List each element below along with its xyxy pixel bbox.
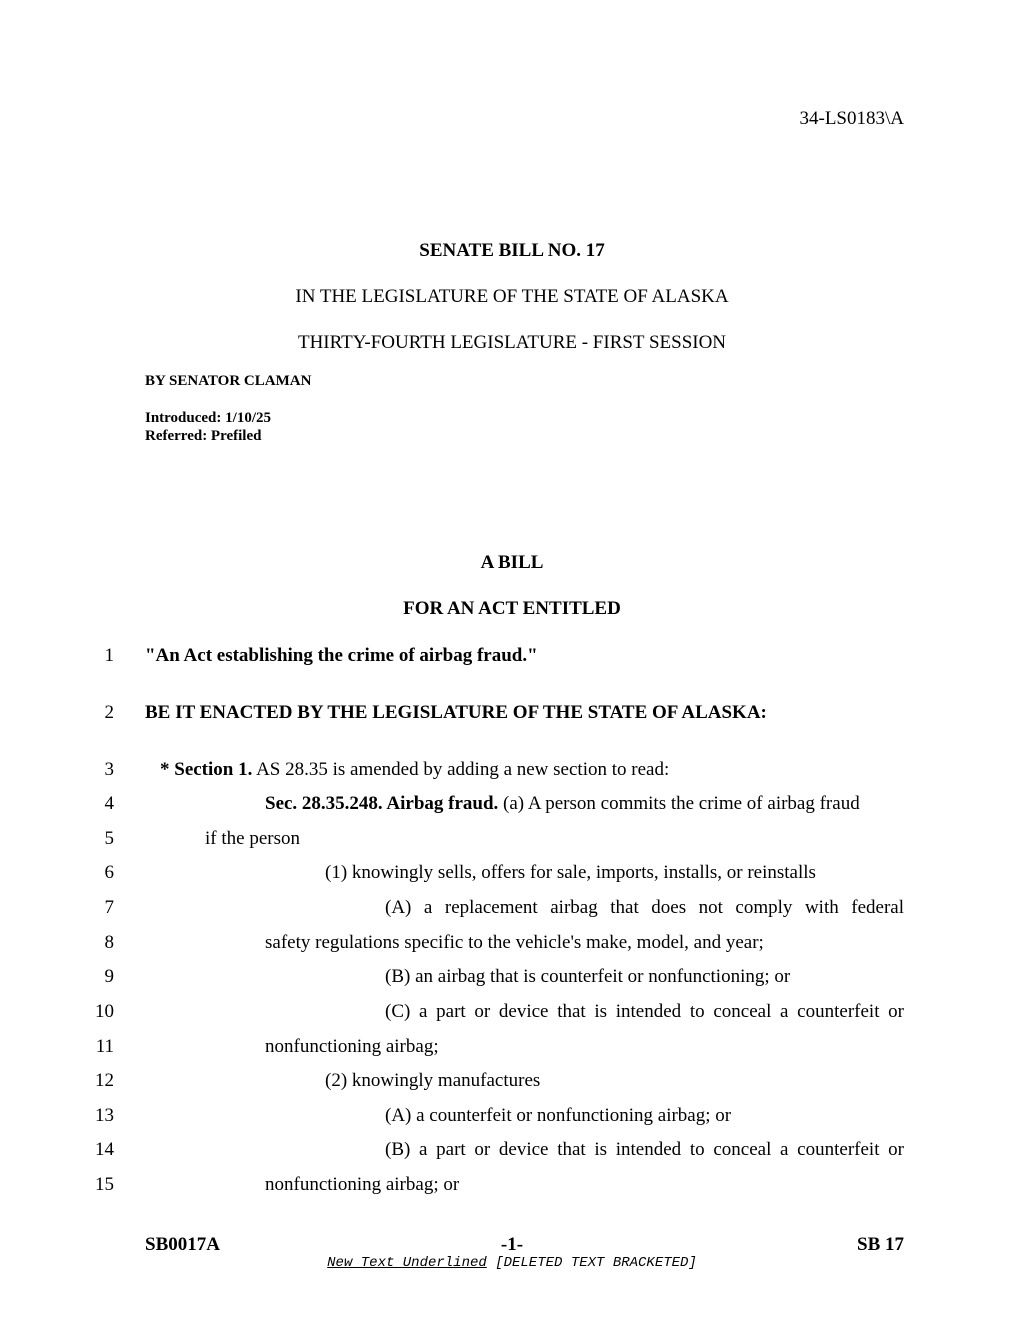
a-bill-heading: A BILL xyxy=(480,552,544,573)
line-number: 15 xyxy=(95,1174,114,1195)
body-line-6: (1) knowingly sells, offers for sale, imports, installs, or reinstalls xyxy=(325,862,816,883)
body-line-13: (A) a counterfeit or nonfunctioning airbag; or xyxy=(385,1105,732,1126)
footer-page-number: -1- xyxy=(500,1234,524,1255)
footer-doc-id: SB0017A xyxy=(145,1234,220,1255)
body-line-7: (A) a replacement airbag that does not comply with federal xyxy=(385,897,904,918)
sec-heading: Sec. 28.35.248. Airbag fraud. xyxy=(265,793,499,814)
body-line-5: if the person xyxy=(205,828,300,849)
sec-subsection-a: (a) A person commits the crime of airbag fraud xyxy=(503,793,860,814)
body-line-11: nonfunctioning airbag; xyxy=(265,1036,439,1057)
act-entitled-heading: FOR AN ACT ENTITLED xyxy=(403,598,621,619)
sponsor: BY SENATOR CLAMAN xyxy=(145,373,312,389)
line-number: 14 xyxy=(95,1139,114,1160)
line-number: 7 xyxy=(104,897,114,918)
line-number: 1 xyxy=(104,645,114,666)
section-line xyxy=(160,759,669,781)
body-line-15: nonfunctioning airbag; or xyxy=(265,1174,460,1195)
body-line-9: (B) an airbag that is counterfeit or nonfunctioning; or xyxy=(385,966,791,987)
line-number: 9 xyxy=(104,966,114,987)
legend-new-text: New Text Underlined xyxy=(327,1255,487,1271)
referred-status: Referred: Prefiled xyxy=(145,428,262,444)
line-number: 6 xyxy=(104,862,114,883)
body-line-8: safety regulations specific to the vehicle's make, model, and year; xyxy=(265,932,764,953)
line-number: 4 xyxy=(104,793,114,814)
act-title: "An Act establishing the crime of airbag fraud." xyxy=(145,645,538,666)
session-heading: THIRTY-FOURTH LEGISLATURE - FIRST SESSION xyxy=(297,332,727,353)
sec-heading-line xyxy=(265,793,860,815)
line-number: 2 xyxy=(104,702,114,723)
body-line-14: (B) a part or device that is intended to conceal a counterfeit or xyxy=(385,1139,904,1160)
body-line-12: (2) knowingly manufactures xyxy=(325,1070,541,1091)
line-number: 10 xyxy=(95,1001,114,1022)
document-code: 34-LS0183\A xyxy=(799,108,904,129)
line-number: 3 xyxy=(104,759,114,780)
introduced-date: Introduced: 1/10/25 xyxy=(145,410,271,426)
section-text: AS 28.35 is amended by adding a new section to read: xyxy=(256,759,670,780)
line-number: 5 xyxy=(104,828,114,849)
enacting-clause: BE IT ENACTED BY THE LEGISLATURE OF THE STATE OF ALASKA: xyxy=(145,702,767,723)
body-line-10: (C) a part or device that is intended to conceal a counterfeit or xyxy=(385,1001,904,1022)
section-label: * Section 1. xyxy=(160,759,253,780)
line-number: 11 xyxy=(95,1036,114,1057)
line-number: 13 xyxy=(95,1105,114,1126)
bill-title: SENATE BILL NO. 17 xyxy=(419,240,605,261)
line-number: 8 xyxy=(104,932,114,953)
footer-bill-ref: SB 17 xyxy=(857,1234,904,1255)
footer-legend xyxy=(0,1255,1024,1271)
legend-deleted-text: [DELETED TEXT BRACKETED] xyxy=(495,1255,697,1271)
legislature-heading: IN THE LEGISLATURE OF THE STATE OF ALASKA xyxy=(295,286,729,307)
line-number: 12 xyxy=(95,1070,114,1091)
